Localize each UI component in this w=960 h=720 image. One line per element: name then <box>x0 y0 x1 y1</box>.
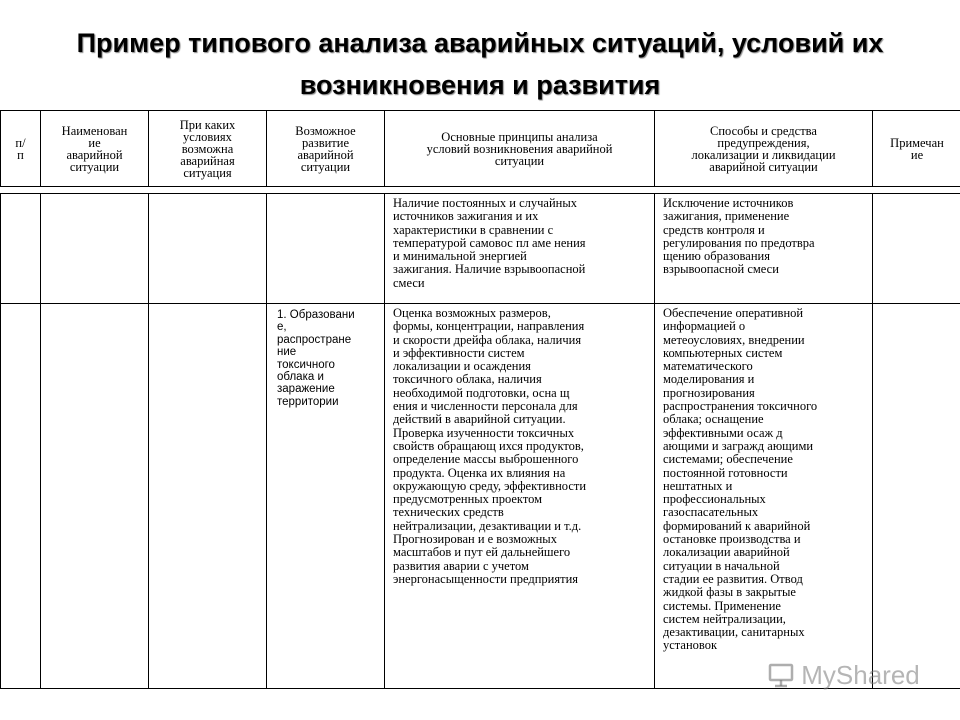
title-line-2: возникновения и развития <box>299 70 661 100</box>
cell-conditions <box>149 194 267 304</box>
table-row <box>1 194 960 304</box>
page-title <box>0 22 960 106</box>
cell-number <box>1 304 41 689</box>
table-body <box>0 193 960 689</box>
cell-number <box>1 194 41 304</box>
cell-development <box>267 194 385 304</box>
header-col-number: п/ п <box>1 111 41 187</box>
watermark-text: MyShared <box>801 660 920 690</box>
header-col-analysis: Основные принципы анализа условий возникновения аварийной ситуации <box>385 111 655 187</box>
header-col-conditions: При каких условиях возможна аварийная ситуация <box>149 111 267 187</box>
cell-analysis: Наличие постоянных и случайных источников зажигания и их характеристики в сравнении с температурой самовос пл аме нения и минимальной энергией зажигания. Наличие взрывоопасной смеси <box>385 194 655 304</box>
header-col-measures: Способы и средства предупреждения, локализации и ликвидации аварийной ситуации <box>655 111 873 187</box>
cell-analysis: Оценка возможных размеров, формы, концентрации, направления и скорости дрейфа облака, наличия и эффективности систем локализации и осаждения токсичного облака, наличия необходимой подготовки, осна щ ения и численности персонала для действий в аварийной ситуации. Проверка изученности токсичных свойств обращающ ихся продуктов, определение массы выброшенного продукта. Оценка их влияния на окружающую среду, эффективности предусмотренных проектом технических средств нейтрализации, дезактивации и т.д. Прогнозирован и е возможных масштабов и пут ей дальнейшего развития аварии с учетом энергонасыщенности предприятия <box>385 304 655 689</box>
presentation-icon <box>768 662 794 688</box>
cell-notes <box>873 304 960 689</box>
cell-conditions <box>149 304 267 689</box>
header-col-development: Возможное развитие аварийной ситуации <box>267 111 385 187</box>
header-col-notes: Примечан ие <box>873 111 960 187</box>
cell-measures: Исключение источников зажигания, применение средств контроля и регулирования по предотвра щению образования взрывоопасной смеси <box>655 194 873 304</box>
cell-name <box>41 194 149 304</box>
table-row <box>1 304 960 689</box>
table-header <box>0 110 960 187</box>
watermark <box>768 660 948 694</box>
title-line-1: Пример типового анализа аварийных ситуаций, условий их <box>76 28 884 58</box>
cell-measures: Обеспечение оперативной информацией о метеоусловиях, внедрении компьютерных систем математического моделирования и прогнозирования распространения токсичного облака; оснащение эффективными осаж д ающими и загражд ающими системами; обеспечение постоянной готовности нештатных и профессиональных газоспасательных формирований к аварийной остановке производства и локализации аварийной ситуации в начальной стадии ее развития. Отвод жидкой фазы в закрытые системы. Применение систем нейтрализации, дезактивации, санитарных установок <box>655 304 873 689</box>
cell-name <box>41 304 149 689</box>
cell-development: 1. Образовани е, распростране ние токсичного облака и заражение территории <box>267 304 385 689</box>
cell-notes <box>873 194 960 304</box>
header-col-name: Наименован ие аварийной ситуации <box>41 111 149 187</box>
